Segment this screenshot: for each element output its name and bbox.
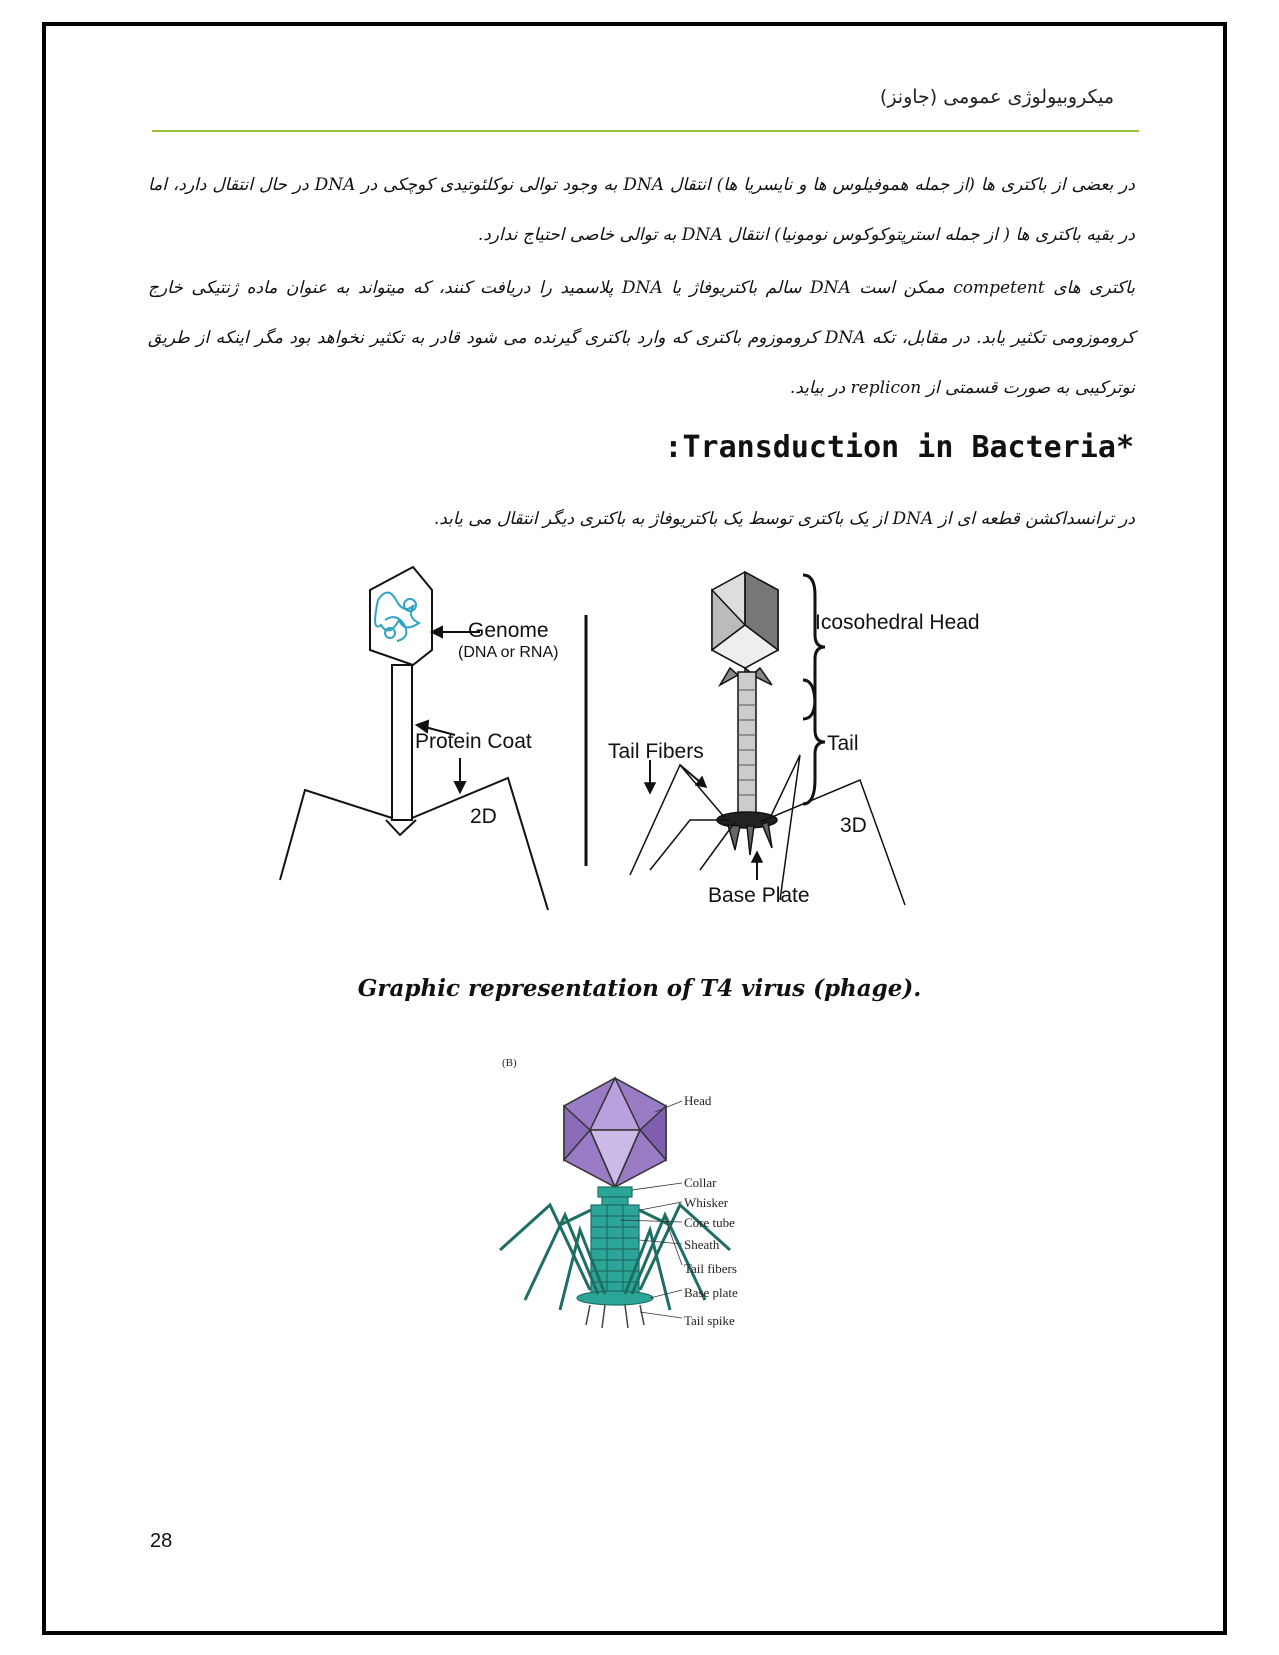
label-icosohedral-head: Icosohedral Head <box>815 611 980 634</box>
label-2d: 2D <box>470 805 497 828</box>
label-protein-coat: Protein Coat <box>415 730 532 753</box>
label-head: Head <box>684 1093 712 1108</box>
paragraph-competent-bacteria: باکتری های competent ممکن است DNA سالم باکتریوفاژ یا DNA پلاسمید را دریافت کنند، که میتواند به عنوان ماده ژنتیکی خارج کروموزومی تکثیر یابد. در مقابل، تکه DNA کروموزوم باکتری که وارد باکتری گیرنده می شود قادر به تکثیر نخواهد بود مگر اینکه از طریق نوترکیبی به صورت قسمتی از replicon در بیاید. <box>148 278 1135 398</box>
figure-phage-anatomy <box>490 1050 890 1410</box>
label-base-plate: Base Plate <box>708 884 810 907</box>
label-base-plate-b: Base plate <box>684 1285 738 1300</box>
figure-caption: Graphic representation of T4 virus (phage). <box>357 975 922 1002</box>
label-collar: Collar <box>684 1175 717 1190</box>
label-3d: 3D <box>840 814 867 837</box>
phage-head <box>564 1078 666 1187</box>
label-tail: Tail <box>827 732 859 755</box>
label-genome: Genome <box>468 619 549 642</box>
panel-label-b: (B) <box>502 1057 517 1069</box>
paragraph-dna-transfer: در بعضی از باکتری ها (از جمله هموفیلوس ها و نایسریا ها) انتقال DNA به وجود توالی نوکلئوتیدی کوچکی در DNA در حال انتقال دارد، اما در بقیه باکتری ها ( از جمله استرپتوکوکوس نومونیا) انتقال DNA به توالی خاصی احتیاج ندارد. <box>148 175 1135 245</box>
label-tail-fibers: Tail Fibers <box>608 740 704 763</box>
label-tail-spike: Tail spike <box>684 1313 735 1328</box>
section-heading-transduction: *Transduction in Bacteria: <box>664 430 1134 465</box>
label-whisker: Whisker <box>684 1195 729 1210</box>
label-sheath: Sheath <box>684 1237 720 1252</box>
label-core-tube: Core tube <box>684 1215 735 1230</box>
running-header: میکروبیولوژی عمومی (جاونز) <box>879 86 1114 108</box>
label-genome-sub: (DNA or RNA) <box>458 644 559 661</box>
page-number: 28 <box>150 1530 173 1552</box>
paragraph-transduction: در ترانسداکشن قطعه ای از DNA از یک باکتری توسط یک باکتریوفاژ به باکتری دیگر انتقال می یابد. <box>433 509 1135 529</box>
label-tail-fibers-b: Tail fibers <box>684 1261 737 1276</box>
